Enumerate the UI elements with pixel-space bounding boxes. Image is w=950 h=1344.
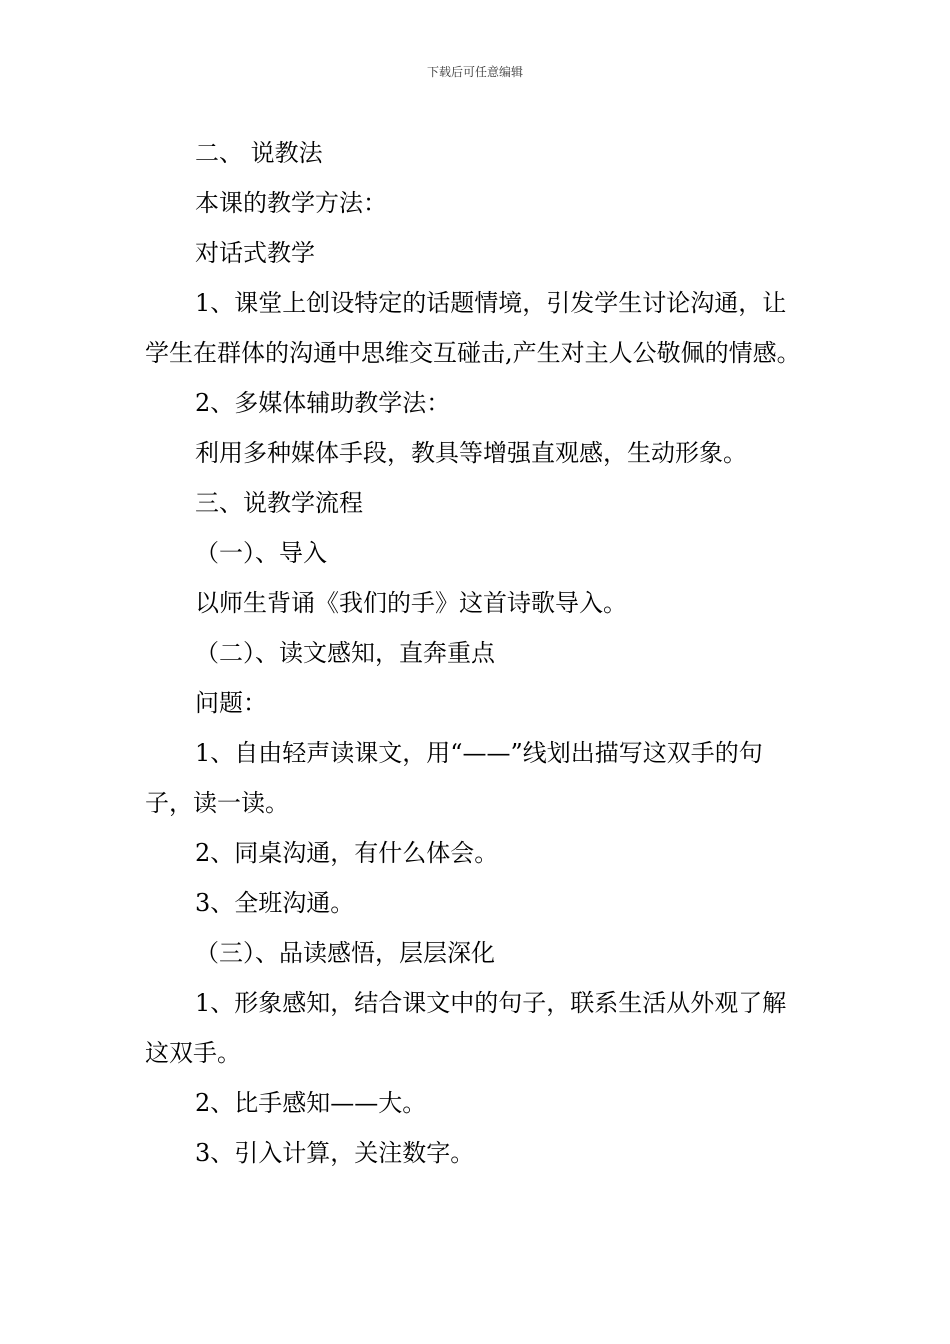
paragraph: 2、同桌沟通，有什么体会。	[195, 839, 499, 867]
paragraph: 3、引入计算，关注数字。	[195, 1139, 475, 1167]
paragraph: 1、形象感知，结合课文中的句子，联系生活从外观了解这双手。	[145, 989, 787, 1067]
paragraph: 对话式教学	[195, 239, 315, 267]
paragraph: 以师生背诵《我们的手》这首诗歌导入。	[195, 589, 627, 617]
paragraph: 2、多媒体辅助教学法：	[195, 389, 451, 417]
paragraph: 3、全班沟通。	[195, 889, 355, 917]
page-header-note: 下载后可任意编辑	[426, 65, 523, 79]
paragraph: 1、自由轻声读课文，用“——”线划出描写这双手的句子，读一读。	[145, 739, 763, 817]
document-body	[145, 128, 809, 1178]
paragraph-section-heading: 三、说教学流程	[195, 489, 363, 517]
paragraph: 2、比手感知——大。	[195, 1089, 427, 1117]
paragraph-section-heading: 二、 说教法	[195, 139, 323, 167]
paragraph: 问题：	[195, 689, 267, 717]
paragraph: 1、课堂上创设特定的话题情境，引发学生讨论沟通，让学生在群体的沟通中思维交互碰击,产生对主人公敬佩的情感。	[145, 289, 801, 367]
paragraph: 利用多种媒体手段，教具等增强直观感，生动形象。	[195, 439, 747, 467]
paragraph-subheading: （三）、品读感悟，层层深化	[195, 939, 495, 967]
paragraph: 本课的教学方法：	[195, 189, 387, 217]
paragraph-subheading: （二）、读文感知，直奔重点	[195, 639, 495, 667]
paragraph-subheading: （一）、导入	[195, 539, 327, 567]
